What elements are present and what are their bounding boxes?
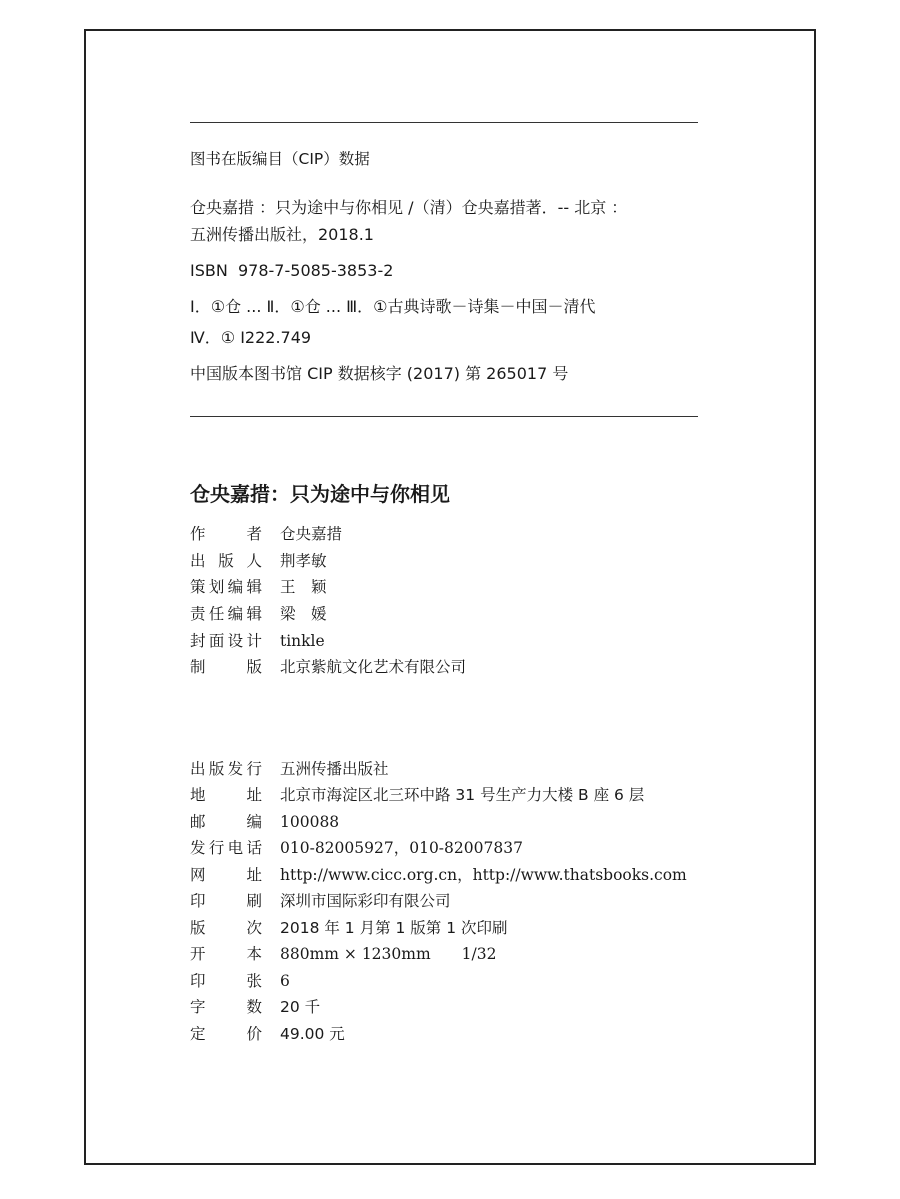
credit-label: 策划编辑 xyxy=(190,578,262,596)
pub-value: 五洲传播出版社 xyxy=(280,760,389,778)
pub-value: 010-82005927，010-82007837 xyxy=(280,839,523,857)
pub-label: 印刷 xyxy=(190,892,262,910)
cip-classification-2: Ⅳ．① I222.749 xyxy=(190,328,312,347)
credit-label: 作者 xyxy=(190,525,262,543)
pub-value: 100088 xyxy=(280,813,340,831)
pub-value: 49.00 元 xyxy=(280,1025,345,1043)
credit-value: 仓央嘉措 xyxy=(280,525,343,543)
pub-label: 开本 xyxy=(190,945,262,963)
pub-label: 地址 xyxy=(190,786,262,804)
cip-classification-1: Ⅰ．①仓 ... Ⅱ．①仓 ... Ⅲ．①古典诗歌－诗集－中国－清代 xyxy=(190,297,596,316)
pub-value: 20 千 xyxy=(280,998,321,1016)
credit-label: 责任编辑 xyxy=(190,605,262,623)
credit-value: tinkle xyxy=(280,632,325,650)
book-title: 仓央嘉措：只为途中与你相见 xyxy=(190,482,450,506)
pub-label: 版次 xyxy=(190,919,262,937)
pub-label: 印张 xyxy=(190,972,262,990)
credit-label: 封面设计 xyxy=(190,632,262,650)
pub-value: 北京市海淀区北三环中路 31 号生产力大楼 B 座 6 层 xyxy=(280,786,645,804)
pub-label: 字数 xyxy=(190,998,262,1016)
cip-heading: 图书在版编目（CIP）数据 xyxy=(190,150,370,168)
cip-top-rule xyxy=(190,122,698,123)
pub-label: 网址 xyxy=(190,866,262,884)
cip-entry-line-1: 仓央嘉措 ：只为途中与你相见 /（清）仓央嘉措著．-- 北京 ： xyxy=(190,198,628,217)
pub-value: http://www.cicc.org.cn，http://www.thatsbooks.com xyxy=(280,866,687,884)
pub-value: 2018 年 1 月第 1 版第 1 次印刷 xyxy=(280,919,508,937)
pub-value: 深圳市国际彩印有限公司 xyxy=(280,892,451,910)
pub-value: 6 xyxy=(280,972,290,990)
pub-label: 定价 xyxy=(190,1025,262,1043)
cip-isbn: ISBN 978-7-5085-3853-2 xyxy=(190,261,394,280)
cip-entry-line-2: 五洲传播出版社，2018.1 xyxy=(190,225,374,244)
credit-value: 梁 媛 xyxy=(280,605,327,623)
cip-record-number: 中国版本图书馆 CIP 数据核字 (2017) 第 265017 号 xyxy=(190,364,569,383)
pub-label: 出版发行 xyxy=(190,760,262,778)
cip-bottom-rule xyxy=(190,416,698,417)
credit-label: 制版 xyxy=(190,658,262,676)
credit-value: 王 颖 xyxy=(280,578,327,596)
pub-label: 发行电话 xyxy=(190,839,262,857)
pub-label: 邮编 xyxy=(190,813,262,831)
credit-value: 荆孝敏 xyxy=(280,552,327,570)
credit-label: 出版人 xyxy=(190,552,262,570)
pub-value: 880mm × 1230mm 1/32 xyxy=(280,945,497,963)
credit-value: 北京紫航文化艺术有限公司 xyxy=(280,658,467,676)
